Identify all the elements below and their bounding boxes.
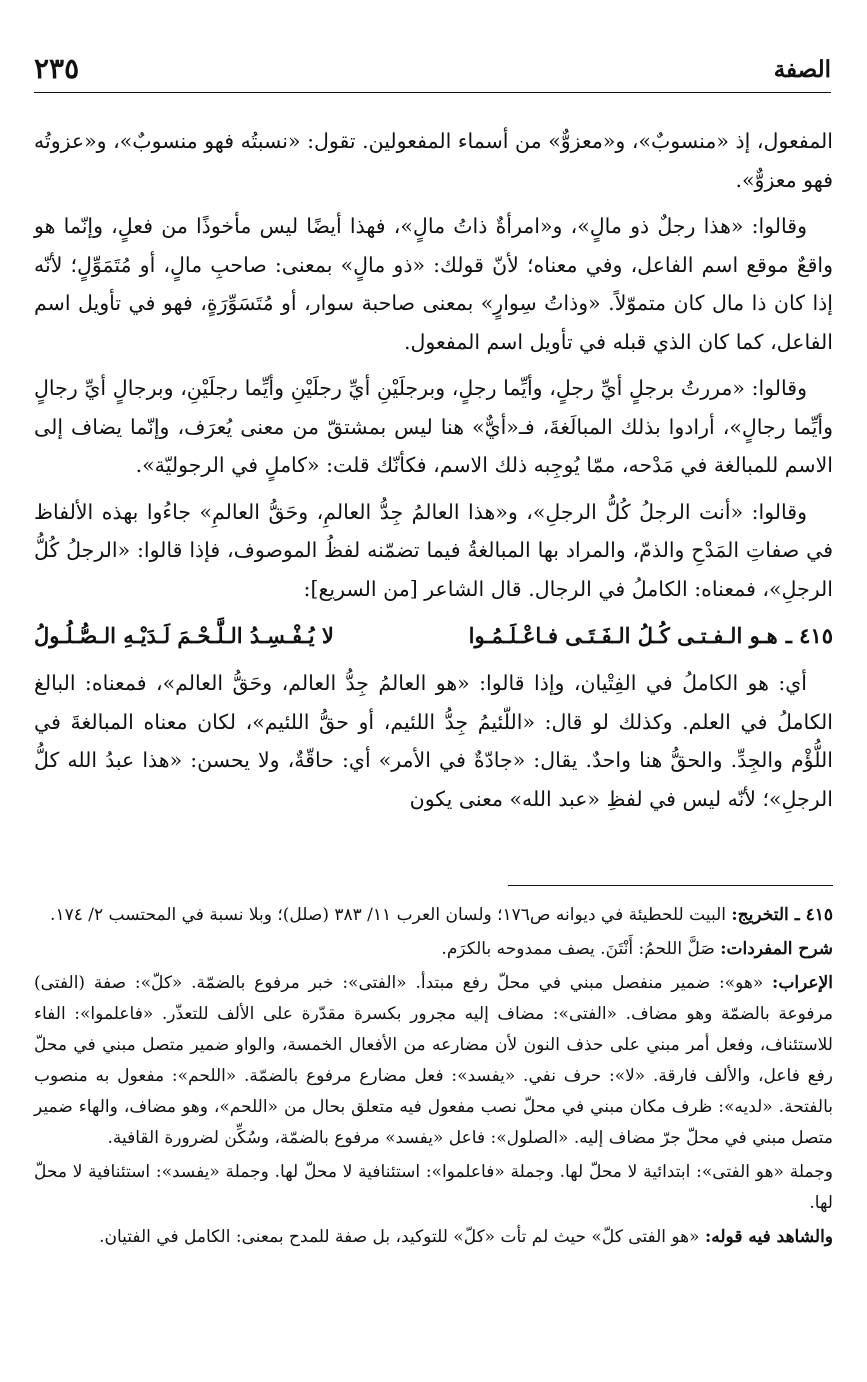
page-number: ٢٣٥: [34, 52, 80, 85]
verse-second-hemistich: لا يُـفْـسِـدُ الـلَّـحْـمَ لَـدَيْـهِ الـصُّـلُـولُ: [34, 623, 334, 648]
main-text: [34, 122, 833, 826]
paragraph-4: وقالوا: «أنت الرجلُ كُلُّ الرجلِ»، و«هذا العالمُ جِدُّ العالمِ، وحَقُّ العالمِ» جاءُوا بهذه الألفاظ في صفاتِ المَدْحِ والذمّ، والمراد بها المبالغةُ فيما تضمّنه لفظُ الموصوف، فإذا قالوا: «الرجلُ كُلُّ الرجلِ»، فمعناه: الكاملُ في الرجال. قال الشاعر [من السريع]:: [34, 499, 833, 601]
footnote-parsing: [34, 968, 833, 1154]
running-header: [34, 52, 831, 93]
paragraph-5: أي: هو الكاملُ في الفِتْيان، وإذا قالوا: «هو العالمُ جِدُّ العالم، وحَقُّ العالم»، فمعناه: البالغ الكاملُ في العلم. وكذلك لو قال: «اللّئيمُ جِدُّ اللئيم، أو حقُّ اللئيم»، لكان معناه المبالغةَ في اللُّؤْم والجِدِّ. والحقُّ هنا واحدٌ. يقال: «جادّةٌ في الأمر» أي: حاقّةٌ، ولا يحسن: «هذا عبدُ الله كلُّ الرجلِ»؛ لأنّه ليس في لفظِ «عبد الله» معنى يكون: [34, 671, 833, 811]
verse-first-hemistich: هـو الـفـتـى كُـلُ الـفَـتَـى فـاعْـلَـمُـوا: [468, 623, 778, 648]
footnote-takhrij-text: البيت للحطيئة في ديوانه ص١٧٦؛ ولسان العرب ١١/ ٣٨٣ (صلل)؛ وبلا نسبة في المحتسب ٢/ ١٧٤.: [50, 905, 726, 925]
footnote-takhrij-label: ٤١٥ ـ التخريج:: [731, 905, 833, 925]
verse-number: ٤١٥ ـ: [785, 623, 833, 648]
paragraph-1: المفعول، إذ «منسوبٌ»، و«معزوٌّ» من أسماء المفعولين. تقول: «نسبتُه فهو منسوبٌ»، و«عزوتُه فهو معزوٌّ».: [34, 129, 833, 192]
footnote-evidence: [34, 1222, 833, 1253]
footnote-separator: [508, 885, 833, 886]
footnote-evidence-label: والشاهد فيه قوله:: [704, 1227, 833, 1247]
footnote-evidence-text: «هو الفتى كلّ» حيث لم تأت «كلّ» للتوكيد، بل صفة للمدح بمعنى: الكامل في الفتيان.: [99, 1227, 700, 1247]
footnote-vocabulary: [34, 934, 833, 965]
footnotes: [34, 900, 833, 1256]
paragraph-3: وقالوا: «مررتُ برجلٍ أيِّ رجلٍ، وأيِّما رجلٍ، وبرجلَيْنِ أيِّ رجلَيْنِ وأيِّما رجلَيْنِ، وبرجالٍ أيِّ رجالٍ وأيِّما رجالٍ»، أرادوا بذلك المبالَغةَ، فـ«أيٌّ» هنا ليس بمشتقّ من معنى يُعرَف، وإنّما يضاف إلى الاسم للمبالغة في مَدْحه، ممّا يُوجِبه ذلك الاسم، فكأنّك قلت: «كاملٍ في الرجوليّة».: [34, 376, 833, 477]
footnote-vocabulary-label: شرح المفردات:: [720, 939, 833, 959]
footnote-takhrij: [34, 900, 833, 931]
poetry-verse: [34, 616, 833, 656]
footnote-sentences: وجملة «هو الفتى»: ابتدائية لا محلّ لها. وجملة «فاعلموا»: استئنافية لا محلّ لها. وجملة «يفسد»: استئنافية لا محلّ لها.: [34, 1162, 833, 1213]
footnote-parsing-text: «هو»: ضمير منفصل مبني في محلّ رفع مبتدأ. «الفتى»: خبر مرفوع بالضمّة. «كلّ»: صفة (الفتى) مرفوعة بالضمّة وهو مضاف. «الفتى»: مضاف إليه مجرور بكسرة مقدّرة على الألف للتعذّر. «فاعلموا»: الفاء للاستئناف، وفعل أمر مبني على حذف النون لأن مضارعه من الأفعال الخمسة، والواو ضمير متصل مبني في محلّ رفع فاعل، والألف فارقة. «لا»: حرف نفي. «يفسد»: فعل مضارع مرفوع بالضمّة. «اللحم»: مفعول به منصوب بالفتحة. «لديه»: ظرف مكان مبني في محلّ نصب مفعول فيه متعلق بحال من «اللحم»، وهو مضاف، والهاء ضمير متصل مبني في محلّ جرّ مضاف إليه. «الصلول»: فاعل «يفسد» مرفوع بالضمّة، وسُكِّن لضرورة القافية.: [34, 973, 833, 1148]
footnote-parsing-label: الإعراب:: [772, 973, 833, 993]
footnote-vocabulary-text: صَلَّ اللحمُ: أَنْتَنَ. يصف ممدوحه بالكرَم.: [441, 939, 715, 959]
paragraph-2: وقالوا: «هذا رجلٌ ذو مالٍ»، و«امرأةٌ ذاتُ مالٍ»، فهذا أيضًا ليس مأخوذًا من فعلٍ، وإنّما هو واقعٌ موقع اسم الفاعل، وفي معناه؛ لأنّ قولك: «ذو مالٍ» بمعنى: صاحبِ مالٍ، أو مُتَمَوِّلٍ؛ لأنّه إذا كان ذا مال كان متموّلاً. «وذاتُ سِوارٍ» بمعنى صاحبة سوار، أو مُتَسَوِّرَةٍ، فهو في تأويل اسم الفاعل، كما كان الذي قبله في تأويل اسم المفعول.: [34, 214, 833, 354]
header-title: الصفة: [773, 56, 831, 83]
